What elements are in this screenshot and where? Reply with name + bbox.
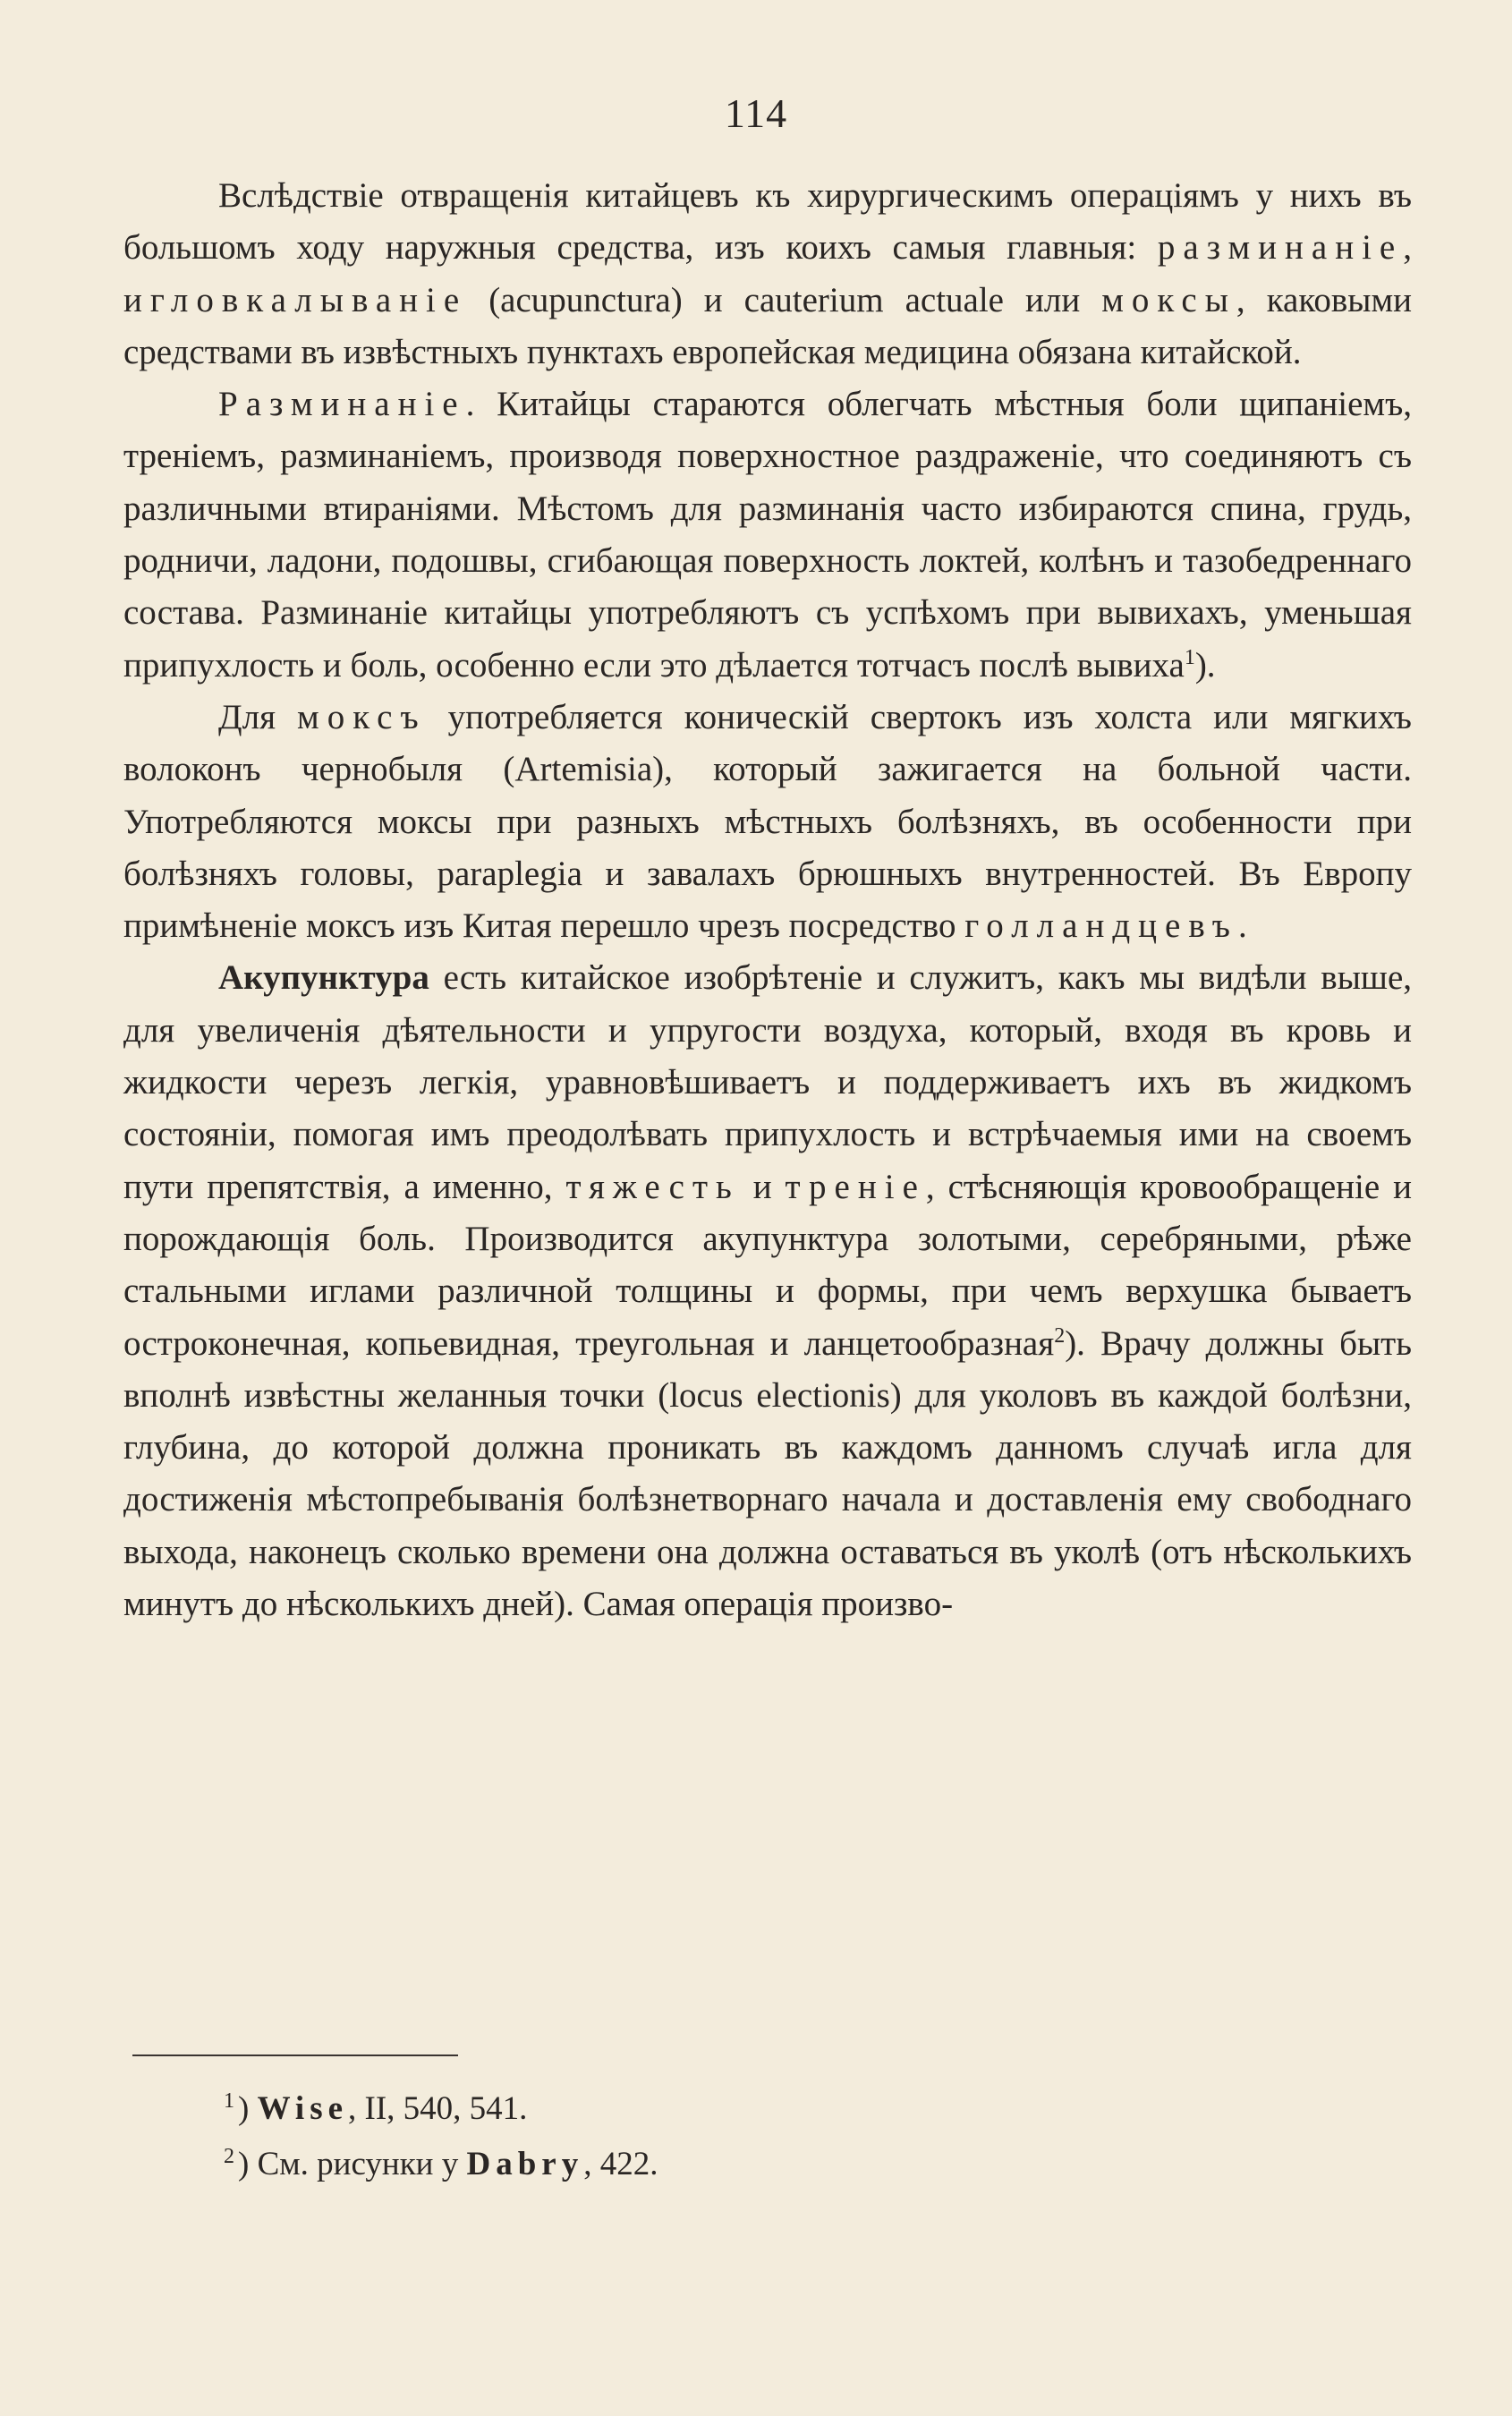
footnote-ref: 1 <box>1184 645 1195 669</box>
text-run: . <box>1237 906 1247 946</box>
body-text <box>123 170 1412 1630</box>
spaced-emphasis: моксъ <box>297 697 427 736</box>
bold-term: Акупунктура <box>218 958 429 998</box>
footnote-ref: 2 <box>1054 1323 1066 1348</box>
text-run: , стѣсняющія кровообращеніе и порождающія боль. Производится акупунктура золотыми, серебряными, рѣже стальными иглами различной толщины и формы, при чемъ верхушка бываетъ остроконечная, копьевидная, треугольная и ланцетообразная <box>123 1167 1412 1363</box>
paragraph <box>123 379 1412 692</box>
paragraph <box>123 170 1412 379</box>
spaced-emphasis: Разминаніе <box>218 385 466 424</box>
footnote-mark: 2 <box>224 2144 234 2168</box>
footnote-text: , II, 540, 541. <box>348 2090 528 2127</box>
spaced-emphasis: голландцевъ <box>964 906 1238 946</box>
footnote-author: Dabry <box>466 2146 584 2182</box>
footnote-author: Wise <box>257 2090 349 2127</box>
footnote: $^2$ ) См. рисунки у Dabry, 422. <box>224 2144 658 2182</box>
paragraph <box>123 692 1412 952</box>
text-run: . Китайцы стараются облегчать мѣстныя боли щипаніемъ, треніемъ, разминаніемъ, производя поверхностное раздраженіе, что соединяютъ съ различными втираніями. Мѣстомъ для разминанія часто избираются спина, грудь, родничи, ладони, подошвы, сгибающая поверхность локтей, колѣнъ и тазобедреннаго состава. Разминаніе китайцы употребляютъ съ успѣхомъ при вывихахъ, уменьшая припухлость и боль, особенно если это дѣлается тотчасъ послѣ вывиха <box>123 385 1412 685</box>
text-run: (acupunctura) и cauterium actuale или <box>467 280 1102 319</box>
footnote-separator <box>132 2054 458 2056</box>
page-number: 114 <box>724 90 788 136</box>
text-run: Вслѣдствіе отвращенія китайцевъ къ хирургическимъ операціямъ у нихъ въ большомъ ходу наружныя средства, изъ коихъ самыя главныя: <box>123 176 1412 268</box>
footnote: $^1$ ) Wise, II, 540, 541. <box>224 2088 528 2127</box>
text-run: и <box>739 1167 786 1206</box>
spaced-emphasis: моксы <box>1101 280 1236 319</box>
text-run: Для <box>218 697 298 736</box>
spaced-emphasis: игловкалываніе <box>123 280 468 319</box>
text-run: , каковыми средствами въ извѣстныхъ пунктахъ европейская медицина обязана китайской. <box>123 280 1412 371</box>
footnote-prefix: См. рисунки у <box>257 2146 467 2182</box>
paragraph <box>123 952 1412 1630</box>
footnote-text: , 422. <box>583 2146 658 2182</box>
spaced-emphasis: разминаніе <box>1157 228 1404 268</box>
text-run: ). <box>1194 645 1216 685</box>
footnote-mark: 1 <box>224 2088 234 2113</box>
text-run: ). Врачу должны быть вполнѣ извѣстны желанныя точки (locus electionis) для уколовъ въ каждой болѣзни, глубина, до которой должна проникать въ каждомъ данномъ случаѣ игла для достиженія мѣстопребыванія болѣзнетворнаго начала и доставленія ему свободнаго выхода, наконецъ сколько времени она должна оставаться въ уколѣ (отъ нѣсколькихъ минутъ до нѣсколькихъ дней). Самая операція произво- <box>123 1323 1412 1624</box>
text-run: есть китайское изобрѣтеніе и служитъ, какъ мы видѣли выше, для увеличенія дѣятельности и упругости воздуха, который, входя въ кровь и жидкости черезъ легкія, уравновѣшиваетъ и поддерживаетъ ихъ въ жидкомъ состояніи, помогая имъ преодолѣвать припухлость и встрѣчаемыя ими на своемъ пути препятствія, а именно, <box>123 958 1412 1206</box>
footnotes <box>224 2081 1297 2192</box>
spaced-emphasis: треніе <box>785 1167 926 1206</box>
text-run: употребляется коническій свертокъ изъ холста или мягкихъ волоконъ чернобыля (Artemisia), который зажигается на больной части. Употребляются моксы при разныхъ мѣстныхъ болѣзняхъ, въ особенности при болѣзняхъ головы, paraplegia и завалахъ брюшныхъ внутренностей. Въ Европу примѣненіе моксъ изъ Китая перешло чрезъ посредство <box>123 697 1412 946</box>
text-run: , <box>1403 228 1412 268</box>
spaced-emphasis: тяжесть <box>565 1167 740 1206</box>
